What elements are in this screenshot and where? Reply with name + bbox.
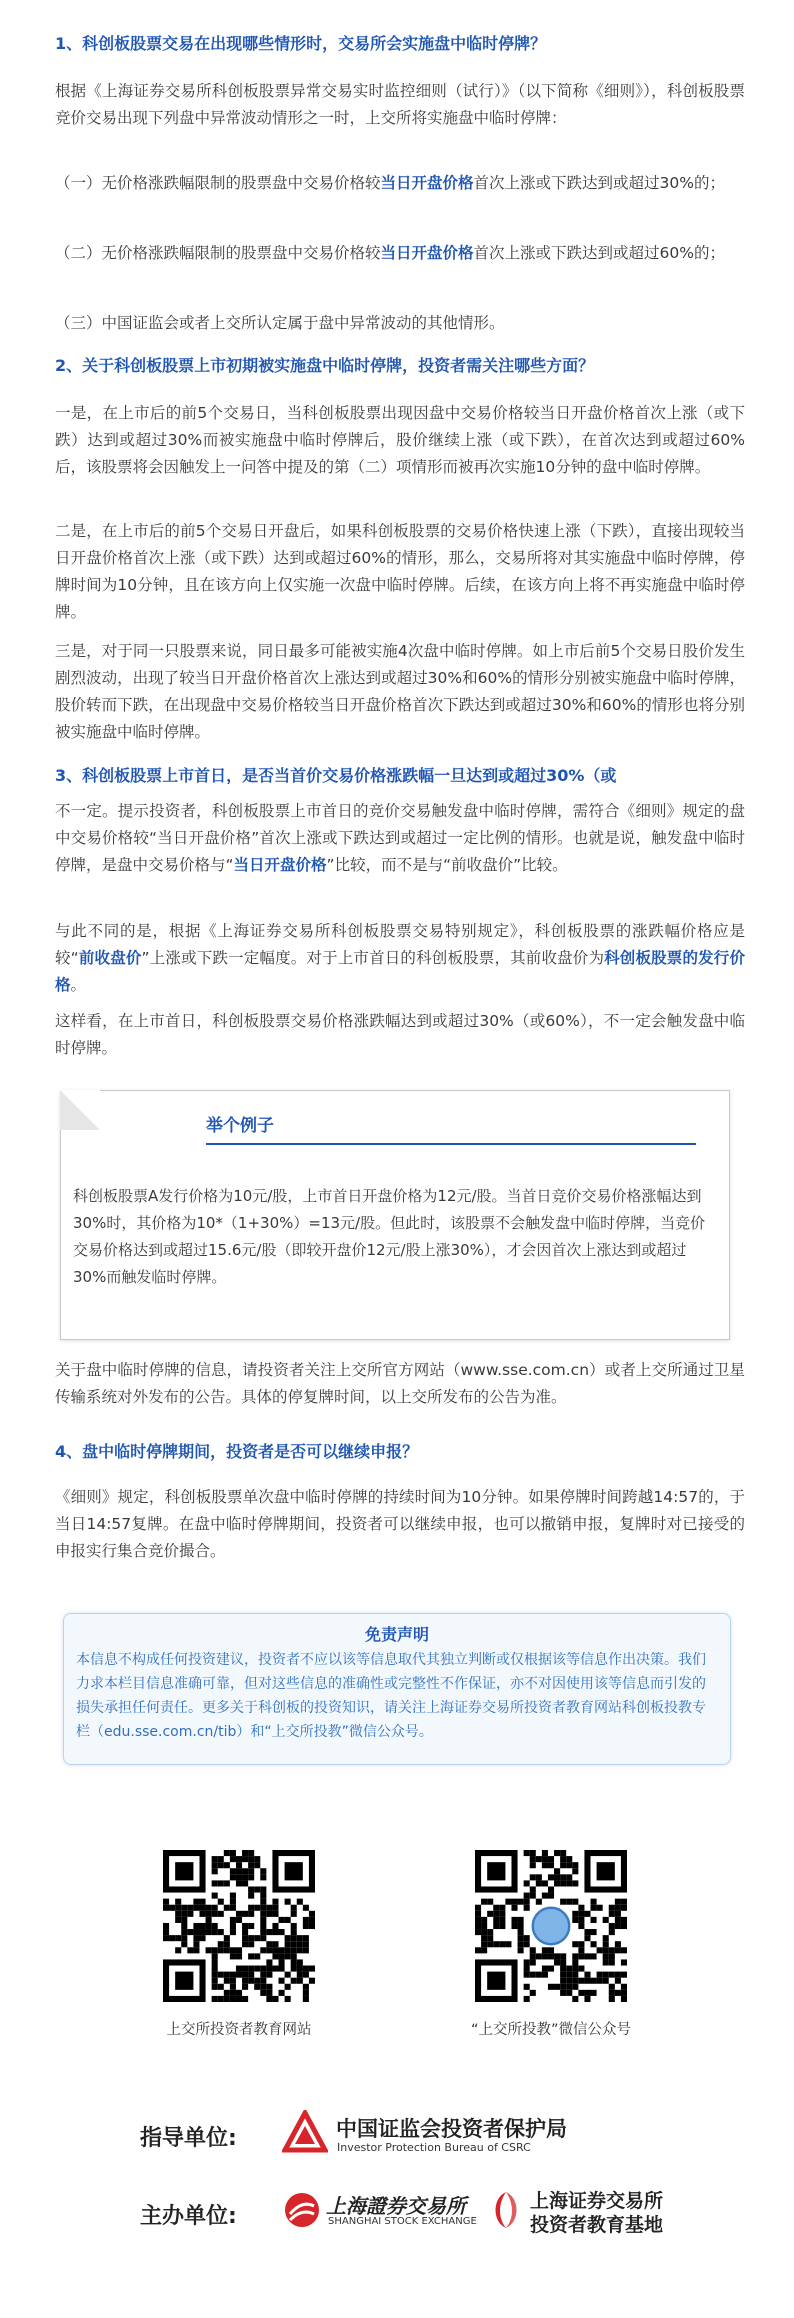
guide-org-cn: 中国证监会投资者保护局 [336,2117,567,2141]
q2-paragraph-3: 三是，对于同一只股票来说，同日最多可能被实施4次盘中临时停牌。如上市后前5个交易日股价发生剧烈波动，出现了较当日开盘价格首次上涨达到或超过30%和60%的情形分别被实施盘中临时停牌，股价转而下跌，在出现盘中交易价格较当日开盘价格首次下跌达到或超过30%和60%的情形也将分别被实施盘中临时停牌。 [55,642,745,741]
host-org2-line2: 投资者教育基地 [530,2214,664,2236]
q1-item-1: （一）无价格涨跌幅限制的股票盘中交易价格较当日开盘价格首次上涨或下跌达到或超过30%的； [55,174,725,192]
q1-intro: 根据《上海证券交易所科创板股票异常交易实时监控细则（试行）》（以下简称《细则》），科创板股票竞价交易出现下列盘中异常波动情形之一时，上交所将实施盘中临时停牌： [55,82,745,127]
q3-paragraph-1: 不一定。提示投资者，科创板股票上市首日的竞价交易触发盘中临时停牌，需符合《细则》规定的盘中交易价格较“当日开盘价格”首次上涨或下跌达到或超过一定比例的情形。也就是说，触发盘中临时停牌，是盘中交易价格与“当日开盘价格”比较，而不是与“前收盘价”比较。 [55,802,745,874]
q3-paragraph-3: 这样看，在上市首日，科创板股票交易价格涨跌幅达到或超过30%（或60%），不一定会触发盘中临时停牌。 [55,1012,745,1057]
page-fold-decoration [60,1090,100,1130]
host-org2-line1: 上海证券交易所 [530,2190,664,2212]
question-4-title: 4、盘中临时停牌期间，投资者是否可以继续申报？ [55,1442,419,1461]
q1-item-3: （三）中国证监会或者上交所认定属于盘中异常波动的其他情形。 [55,314,505,332]
qr-caption-website: 上交所投资者教育网站 [166,2022,312,2038]
q2-paragraph-2: 二是，在上市后的前5个交易日开盘后，如果科创板股票的交易价格快速上涨（下跌），直接出现较当日开盘价格首次上涨（或下跌）达到或超过60%的情形，那么，交易所将对其实施盘中临时停牌，停牌时间为10分钟，且在该方向上仅实施一次盘中临时停牌。后续，在该方向上将不再实施盘中临时停牌。 [55,522,745,621]
q3-highlight-open-price: 当日开盘价格 [233,856,327,874]
sse-education-base-logo-icon [486,2188,526,2232]
guide-org-en: Investor Protection Bureau of CSRC [337,2141,531,2154]
example-title: 举个例子 [206,1116,274,1136]
sse-logo-icon [282,2190,322,2230]
q3-highlight-issue-price: 科创板股票的发行价格 [55,949,745,994]
guide-unit-label: 指导单位: [140,2126,237,2151]
example-body: 科创板股票A发行价格为10元/股，上市首日开盘价格为12元/股。当首日竞价交易价格涨幅达到30%时，其价格为10*（1+30%）=13元/股。但此时，该股票不会触发盘中临时停牌，当竞价交易价格达到或超过15.6元/股（即较开盘价12元/股上涨30%），才会因首次上涨达到或超过30%而触发临时停牌。 [73,1187,706,1286]
host-org1-en: SHANGHAI STOCK EXCHANGE [328,2216,477,2227]
question-2-title: 2、关于科创板股票上市初期被实施盘中临时停牌，投资者需关注哪些方面？ [55,356,595,375]
sse-notice-paragraph: 关于盘中临时停牌的信息，请投资者关注上交所官方网站（www.sse.com.cn）或者上交所通过卫星传输系统对外发布的公告。具体的停复牌时间，以上交所发布的公告为准。 [55,1361,745,1406]
csrc-logo-icon [282,2110,328,2156]
question-1-title: 1、科创板股票交易在出现哪些情形时，交易所会实施盘中临时停牌？ [55,34,547,53]
qr-code-icon[interactable] [163,1850,315,2002]
host-unit-label: 主办单位: [140,2204,237,2229]
qr-caption-wechat: “上交所投教”微信公众号 [470,2022,632,2038]
disclaimer-title: 免责声明 [364,1625,429,1644]
example-box [60,1090,730,1340]
question-3-title: 3、科创板股票上市首日，是否当首价交易价格涨跌幅一旦达到或超过30%（或 [55,766,617,784]
q1-item-1-highlight: 当日开盘价格 [380,174,474,192]
q2-paragraph-1: 一是，在上市后的前5个交易日，当科创板股票出现因盘中交易价格较当日开盘价格首次上涨（或下跌）达到或超过30%而被实施盘中临时停牌后，股价继续上涨（或下跌），在首次达到或超过60%后，该股票将会因触发上一问答中提及的第（二）项情形而被再次实施10分钟的盘中临时停牌。 [55,404,745,476]
qr-code-icon[interactable] [475,1850,627,2002]
example-title-underline [206,1143,696,1145]
q4-paragraph-1: 《细则》规定，科创板股票单次盘中临时停牌的持续时间为10分钟。如果停牌时间跨越14:57的，于当日14:57复牌。在盘中临时停牌期间，投资者可以继续申报，也可以撤销申报，复牌时对已接受的申报实行集合竞价撮合。 [55,1488,745,1560]
disclaimer-body: 本信息不构成任何投资建议，投资者不应以该等信息取代其独立判断或仅根据该等信息作出决策。我们力求本栏目信息准确可靠，但对这些信息的准确性或完整性不作保证，亦不对因使用该等信息而引发的损失承担任何责任。更多关于科创板的投资知识，请关注上海证券交易所投资者教育网站科创板投教专栏（edu.sse.com.cn/tib）和“上交所投教”微信公众号。 [76,1652,706,1740]
disclaimer-box [63,1613,731,1765]
host-org1-cn: 上海證券交易所 [326,2194,466,2218]
q1-item-2-highlight: 当日开盘价格 [380,244,474,262]
q3-paragraph-2: 与此不同的是，根据《上海证券交易所科创板股票交易特别规定》，科创板股票的涨跌幅价格应是较“前收盘价”上涨或下跌一定幅度。对于上市首日的科创板股票，其前收盘价为科创板股票的发行价格。 [55,922,745,994]
q1-item-2: （二）无价格涨跌幅限制的股票盘中交易价格较当日开盘价格首次上涨或下跌达到或超过60%的； [55,244,725,262]
q3-highlight-prev-close: 前收盘价 [78,949,142,967]
